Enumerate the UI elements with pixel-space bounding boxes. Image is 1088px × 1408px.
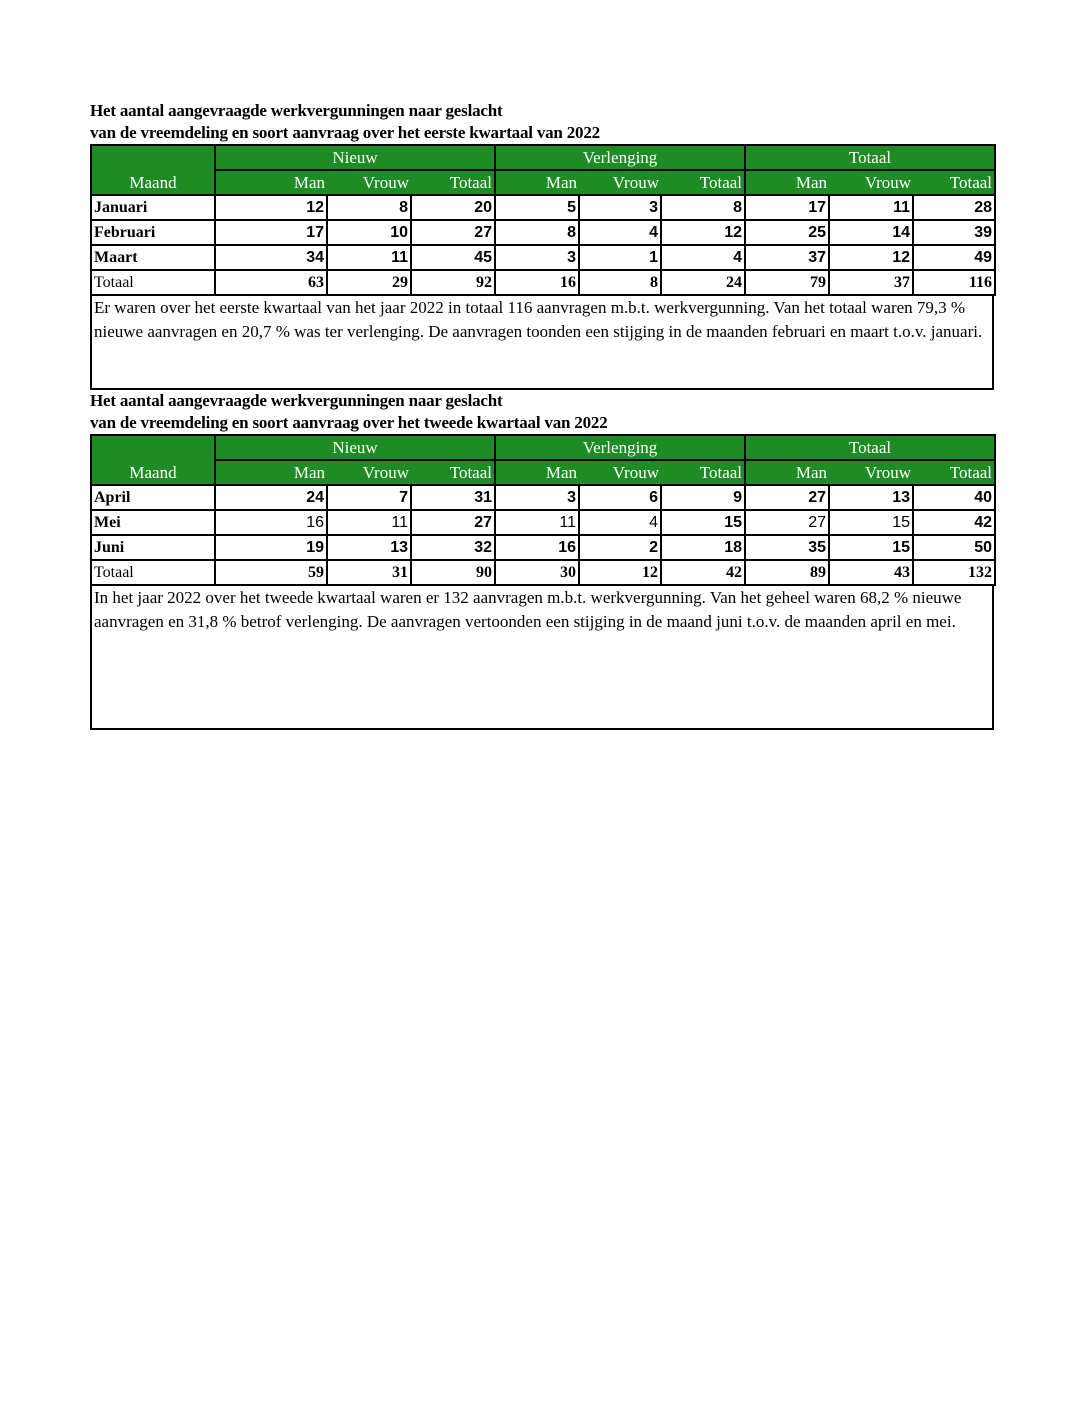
subheader-total: Totaal: [913, 460, 995, 485]
row-label: Totaal: [91, 560, 215, 585]
cell-new-man: 63: [215, 270, 327, 295]
group-header-new: Nieuw: [215, 145, 495, 170]
row-label: Totaal: [91, 270, 215, 295]
cell-new-total: 90: [411, 560, 495, 585]
section-note: Er waren over het eerste kwartaal van het jaar 2022 in totaal 116 aanvragen m.b.t. werkvergunning. Van het totaal waren 79,3 % nieuwe aanvragen en 20,7 % was ter verlenging. De aanvragen toonden een stijging in de maanden februari en maart t.o.v. januari.: [90, 296, 994, 390]
cell-renewal-total: 15: [661, 510, 745, 535]
cell-total-man: 17: [745, 195, 829, 220]
section-title-line-1: Het aantal aangevraagde werkvergunningen naar geslacht: [90, 101, 503, 120]
cell-renewal-woman: 1: [579, 245, 661, 270]
cell-renewal-total: 18: [661, 535, 745, 560]
cell-total-woman: 43: [829, 560, 913, 585]
cell-renewal-man: 3: [495, 245, 579, 270]
quarter-1-table: [90, 144, 996, 296]
group-header-new: Nieuw: [215, 435, 495, 460]
cell-renewal-total: 9: [661, 485, 745, 510]
subheader-total: Totaal: [661, 170, 745, 195]
table-row: [91, 245, 995, 270]
subheader-man: Man: [215, 460, 327, 485]
subheader-woman: Vrouw: [579, 460, 661, 485]
cell-total-total: 28: [913, 195, 995, 220]
section-title-line-2: van de vreemdeling en soort aanvraag over het eerste kwartaal van 2022: [90, 123, 600, 142]
cell-new-total: 27: [411, 220, 495, 245]
cell-new-total: 92: [411, 270, 495, 295]
quarter-1-section: [90, 100, 994, 390]
cell-total-man: 35: [745, 535, 829, 560]
cell-renewal-woman: 3: [579, 195, 661, 220]
cell-new-woman: 11: [327, 510, 411, 535]
cell-new-woman: 31: [327, 560, 411, 585]
table-row: [91, 195, 995, 220]
cell-new-woman: 7: [327, 485, 411, 510]
cell-renewal-woman: 8: [579, 270, 661, 295]
quarter-2-table: [90, 434, 996, 586]
cell-total-total: 40: [913, 485, 995, 510]
cell-renewal-total: 4: [661, 245, 745, 270]
row-label: Januari: [91, 195, 215, 220]
cell-total-man: 27: [745, 485, 829, 510]
table-total-row: [91, 560, 995, 585]
cell-total-total: 50: [913, 535, 995, 560]
cell-new-man: 24: [215, 485, 327, 510]
cell-new-total: 27: [411, 510, 495, 535]
cell-renewal-man: 16: [495, 535, 579, 560]
cell-total-woman: 15: [829, 535, 913, 560]
group-header-total: Totaal: [745, 435, 995, 460]
row-label: Juni: [91, 535, 215, 560]
cell-new-man: 19: [215, 535, 327, 560]
cell-renewal-total: 8: [661, 195, 745, 220]
subheader-woman: Vrouw: [327, 170, 411, 195]
cell-total-woman: 37: [829, 270, 913, 295]
cell-renewal-total: 24: [661, 270, 745, 295]
cell-renewal-man: 11: [495, 510, 579, 535]
cell-total-man: 89: [745, 560, 829, 585]
cell-new-man: 59: [215, 560, 327, 585]
cell-renewal-man: 16: [495, 270, 579, 295]
cell-total-woman: 15: [829, 510, 913, 535]
cell-renewal-man: 8: [495, 220, 579, 245]
subheader-man: Man: [215, 170, 327, 195]
cell-renewal-woman: 4: [579, 220, 661, 245]
cell-total-woman: 12: [829, 245, 913, 270]
subheader-woman: Vrouw: [327, 460, 411, 485]
cell-new-man: 34: [215, 245, 327, 270]
cell-new-man: 16: [215, 510, 327, 535]
subheader-man: Man: [495, 170, 579, 195]
row-label: Februari: [91, 220, 215, 245]
cell-total-woman: 14: [829, 220, 913, 245]
section-title-line-1: Het aantal aangevraagde werkvergunningen naar geslacht: [90, 391, 503, 410]
cell-new-woman: 11: [327, 245, 411, 270]
cell-new-woman: 8: [327, 195, 411, 220]
group-header-total: Totaal: [745, 145, 995, 170]
cell-new-woman: 29: [327, 270, 411, 295]
row-label: Mei: [91, 510, 215, 535]
cell-new-total: 31: [411, 485, 495, 510]
subheader-man: Man: [495, 460, 579, 485]
cell-total-man: 25: [745, 220, 829, 245]
cell-new-woman: 10: [327, 220, 411, 245]
table-row: [91, 510, 995, 535]
cell-new-total: 45: [411, 245, 495, 270]
cell-total-woman: 11: [829, 195, 913, 220]
cell-total-man: 27: [745, 510, 829, 535]
table-row: [91, 485, 995, 510]
quarter-2-section: [90, 390, 994, 730]
cell-renewal-man: 30: [495, 560, 579, 585]
table-row: [91, 220, 995, 245]
section-note: In het jaar 2022 over het tweede kwartaal waren er 132 aanvragen m.b.t. werkvergunning. Van het geheel waren 68,2 % nieuwe aanvragen en 31,8 % betrof verlenging. De aanvragen vertoonden een stijging in de maand juni t.o.v. de maanden april en mei.: [90, 586, 994, 730]
cell-total-total: 39: [913, 220, 995, 245]
table-total-row: [91, 270, 995, 295]
group-header-renewal: Verlenging: [495, 145, 745, 170]
subheader-woman: Vrouw: [579, 170, 661, 195]
cell-renewal-total: 12: [661, 220, 745, 245]
row-label: April: [91, 485, 215, 510]
cell-new-total: 32: [411, 535, 495, 560]
subheader-woman: Vrouw: [829, 170, 913, 195]
subheader-total: Totaal: [913, 170, 995, 195]
section-title-line-2: van de vreemdeling en soort aanvraag over het tweede kwartaal van 2022: [90, 413, 608, 432]
month-header: Maand: [91, 145, 215, 195]
cell-renewal-woman: 4: [579, 510, 661, 535]
cell-new-woman: 13: [327, 535, 411, 560]
subheader-man: Man: [745, 460, 829, 485]
cell-total-total: 132: [913, 560, 995, 585]
row-label: Maart: [91, 245, 215, 270]
cell-total-total: 42: [913, 510, 995, 535]
month-header: Maand: [91, 435, 215, 485]
cell-total-total: 116: [913, 270, 995, 295]
cell-new-total: 20: [411, 195, 495, 220]
cell-renewal-woman: 2: [579, 535, 661, 560]
cell-renewal-woman: 12: [579, 560, 661, 585]
cell-total-man: 79: [745, 270, 829, 295]
subheader-woman: Vrouw: [829, 460, 913, 485]
subheader-man: Man: [745, 170, 829, 195]
cell-new-man: 12: [215, 195, 327, 220]
subheader-total: Totaal: [411, 170, 495, 195]
cell-renewal-woman: 6: [579, 485, 661, 510]
cell-renewal-total: 42: [661, 560, 745, 585]
cell-total-total: 49: [913, 245, 995, 270]
cell-renewal-man: 3: [495, 485, 579, 510]
cell-new-man: 17: [215, 220, 327, 245]
cell-total-woman: 13: [829, 485, 913, 510]
subheader-total: Totaal: [661, 460, 745, 485]
group-header-renewal: Verlenging: [495, 435, 745, 460]
cell-renewal-man: 5: [495, 195, 579, 220]
table-row: [91, 535, 995, 560]
cell-total-man: 37: [745, 245, 829, 270]
subheader-total: Totaal: [411, 460, 495, 485]
